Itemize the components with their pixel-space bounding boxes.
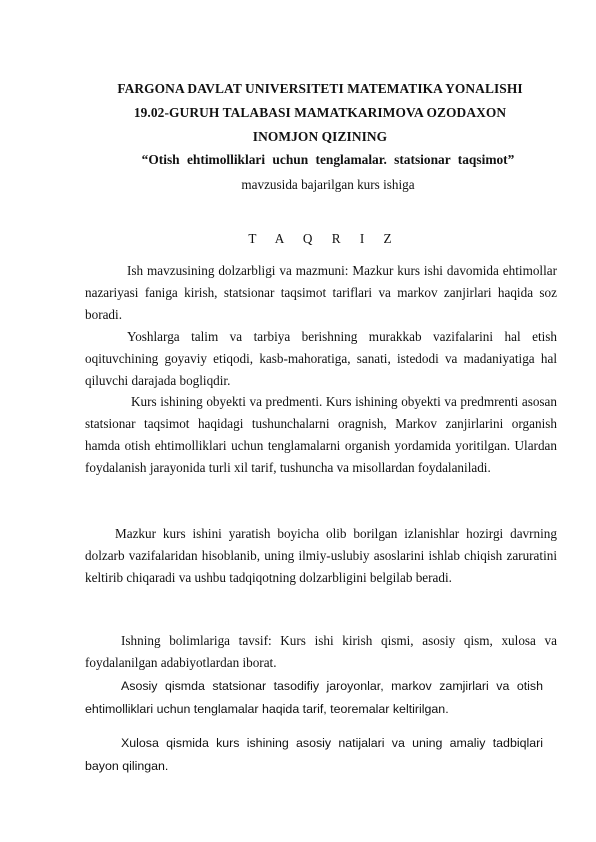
header-student-line: 19.02-GURUH TALABASI MAMATKARIMOVA OZODAXON: [133, 105, 507, 120]
paragraph-relevance: Ish mavzusining dolzarbligi va mazmuni: Mazkur kurs ishi davomida ehtimollar nazariyasi faniga kirish, statsionar taqsimot tariflari va markov zanjirlari haqida soz boradi.: [85, 263, 557, 322]
document-title: T A Q R I Z: [248, 231, 400, 246]
paragraph-conclusion: Xulosa qismida kurs ishining asosiy natijalari va uning amaliy tadbiqlari bayon qilingan.: [85, 736, 543, 773]
topic-title: “Otish ehtimolliklari uchun tenglamalar. statsionar taqsimot”: [141, 152, 515, 167]
paragraph-object: Kurs ishining obyekti va predmenti. Kurs ishining obyekti va predmrenti asosan statsionar taqsimot haqidagi tushunchalarni oragnish, Markov zanjirlarini organish hamda otish ehtimolliklari uchun tenglamalarni organish yordamida yoritilgan. Ulardan foydalanish jarayonida turli xil tarif, tushuncha va misollardan foydalaniladi.: [85, 394, 557, 475]
topic-subtitle: mavzusida bajarilgan kurs ishiga: [241, 177, 415, 192]
paragraph-education: Yoshlarga talim va tarbiya berishning murakkab vazifalarini hal etish oqituvchining goyaviy etiqodi, kasb-mahoratiga, sanati, istedodi va madaniyatiga hal qiluvchi darajada bogliqdir.: [85, 329, 557, 388]
paragraph-main-part: Asosiy qismda statsionar tasodifiy jaroyonlar, markov zamjirlari va otish ehtimolliklari uchun tenglamalar haqida tarif, teoremalar keltirilgan.: [85, 679, 543, 716]
paragraph-research: Mazkur kurs ishini yaratish boyicha olib borilgan izlanishlar hozirgi davrning dolzarb vazifalaridan hisoblanib, uning ilmiy-uslubiy asoslarini ishlab chiqish zaruratini keltirib chiqaradi va ushbu tadqiqotning dolzarbligini belgilab beradi.: [85, 526, 557, 585]
header-patronymic-line: INOMJON QIZINING: [252, 129, 388, 144]
paragraph-structure: Ishning bolimlariga tavsif: Kurs ishi kirish qismi, asosiy qism, xulosa va foydalanilgan adabiyotlardan iborat.: [85, 633, 557, 670]
header-university-line: FARGONA DAVLAT UNIVERSITETI MATEMATIKA YONALISHI: [117, 81, 523, 96]
